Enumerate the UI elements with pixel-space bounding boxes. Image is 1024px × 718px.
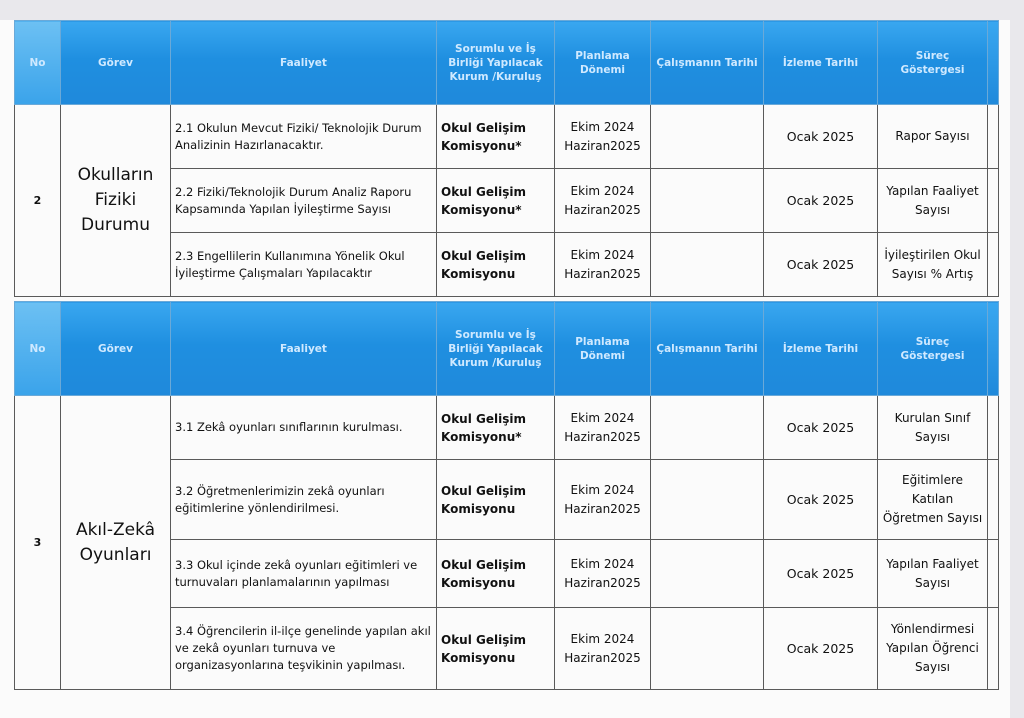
faaliyet-cell: 2.1 Okulun Mevcut Fiziki/ Teknolojik Durum Analizinin Hazırlanacaktır. bbox=[171, 105, 437, 169]
edge-cell bbox=[988, 105, 999, 169]
edge-cell bbox=[988, 460, 999, 540]
header-calisma: Çalışmanın Tarihi bbox=[651, 302, 764, 396]
surec-cell: Yapılan Faaliyet Sayısı bbox=[878, 540, 988, 608]
header-sorumlu: Sorumlu ve İş Birliği Yapılacak Kurum /Kuruluş bbox=[437, 21, 555, 105]
edge-cell bbox=[988, 540, 999, 608]
faaliyet-cell: 3.1 Zekâ oyunları sınıflarının kurulması. bbox=[171, 396, 437, 460]
faaliyet-cell: 3.4 Öğrencilerin il-ilçe genelinde yapılan akıl ve zekâ oyunları turnuva ve organizasyonlarına teşvikinin yapılması. bbox=[171, 608, 437, 690]
header-faaliyet: Faaliyet bbox=[171, 302, 437, 396]
izleme-cell: Ocak 2025 bbox=[764, 608, 878, 690]
table-header-row bbox=[15, 21, 999, 105]
planlama-cell bbox=[555, 105, 651, 169]
calisma-cell bbox=[651, 169, 764, 233]
plan-end: Haziran2025 bbox=[564, 501, 641, 516]
header-gorev: Görev bbox=[61, 21, 171, 105]
kurum-cell: Okul Gelişim Komisyonu bbox=[437, 540, 555, 608]
plan-start: Ekim 2024 bbox=[570, 482, 635, 497]
edge-cell bbox=[988, 608, 999, 690]
calisma-cell bbox=[651, 608, 764, 690]
header-no: No bbox=[15, 302, 61, 396]
izleme-cell: Ocak 2025 bbox=[764, 105, 878, 169]
kurum-cell: Okul Gelişim Komisyonu* bbox=[437, 105, 555, 169]
plan-start: Ekim 2024 bbox=[570, 183, 635, 198]
table-header-row bbox=[15, 302, 999, 396]
planlama-cell bbox=[555, 233, 651, 297]
plan-end: Haziran2025 bbox=[564, 138, 641, 153]
header-edge bbox=[988, 21, 999, 105]
faaliyet-cell: 2.3 Engellilerin Kullanımına Yönelik Okul İyileştirme Çalışmaları Yapılacaktır bbox=[171, 233, 437, 297]
surec-cell: Eğitimlere Katılan Öğretmen Sayısı bbox=[878, 460, 988, 540]
izleme-cell: Ocak 2025 bbox=[764, 169, 878, 233]
header-faaliyet: Faaliyet bbox=[171, 21, 437, 105]
surec-cell: Yapılan Faaliyet Sayısı bbox=[878, 169, 988, 233]
header-calisma: Çalışmanın Tarihi bbox=[651, 21, 764, 105]
izleme-cell: Ocak 2025 bbox=[764, 396, 878, 460]
header-izleme: İzleme Tarihi bbox=[764, 21, 878, 105]
kurum-cell: Okul Gelişim Komisyonu bbox=[437, 608, 555, 690]
table-row bbox=[15, 105, 999, 169]
izleme-cell: Ocak 2025 bbox=[764, 460, 878, 540]
kurum-cell: Okul Gelişim Komisyonu bbox=[437, 460, 555, 540]
header-izleme: İzleme Tarihi bbox=[764, 302, 878, 396]
calisma-cell bbox=[651, 105, 764, 169]
planlama-cell bbox=[555, 460, 651, 540]
planlama-cell bbox=[555, 396, 651, 460]
plan-table-section-2 bbox=[14, 20, 999, 297]
faaliyet-cell: 3.3 Okul içinde zekâ oyunları eğitimleri ve turnuvaları planlamalarının yapılması bbox=[171, 540, 437, 608]
plan-start: Ekim 2024 bbox=[570, 556, 635, 571]
header-planlama: Planlama Dönemi bbox=[555, 302, 651, 396]
edge-cell bbox=[988, 396, 999, 460]
faaliyet-cell: 2.2 Fiziki/Teknolojik Durum Analiz Raporu Kapsamında Yapılan İyileştirme Sayısı bbox=[171, 169, 437, 233]
planlama-cell bbox=[555, 608, 651, 690]
plan-start: Ekim 2024 bbox=[570, 631, 635, 646]
plan-end: Haziran2025 bbox=[564, 266, 641, 281]
surec-cell: Rapor Sayısı bbox=[878, 105, 988, 169]
plan-end: Haziran2025 bbox=[564, 202, 641, 217]
surec-cell: Kurulan Sınıf Sayısı bbox=[878, 396, 988, 460]
edge-cell bbox=[988, 169, 999, 233]
kurum-cell: Okul Gelişim Komisyonu bbox=[437, 233, 555, 297]
kurum-cell: Okul Gelişim Komisyonu* bbox=[437, 396, 555, 460]
section-number: 2 bbox=[15, 105, 61, 297]
planlama-cell bbox=[555, 540, 651, 608]
calisma-cell bbox=[651, 460, 764, 540]
faaliyet-cell: 3.2 Öğretmenlerimizin zekâ oyunları eğitimlerine yönlendirilmesi. bbox=[171, 460, 437, 540]
calisma-cell bbox=[651, 233, 764, 297]
plan-start: Ekim 2024 bbox=[570, 119, 635, 134]
header-planlama: Planlama Dönemi bbox=[555, 21, 651, 105]
header-sorumlu: Sorumlu ve İş Birliği Yapılacak Kurum /Kuruluş bbox=[437, 302, 555, 396]
section-number: 3 bbox=[15, 396, 61, 690]
header-no: No bbox=[15, 21, 61, 105]
plan-end: Haziran2025 bbox=[564, 429, 641, 444]
header-surec: Süreç Göstergesi bbox=[878, 21, 988, 105]
plan-start: Ekim 2024 bbox=[570, 247, 635, 262]
surec-cell: Yönlendirmesi Yapılan Öğrenci Sayısı bbox=[878, 608, 988, 690]
edge-cell bbox=[988, 233, 999, 297]
calisma-cell bbox=[651, 540, 764, 608]
izleme-cell: Ocak 2025 bbox=[764, 233, 878, 297]
header-gorev: Görev bbox=[61, 302, 171, 396]
kurum-cell: Okul Gelişim Komisyonu* bbox=[437, 169, 555, 233]
section-gorev: Akıl-Zekâ Oyunları bbox=[61, 396, 171, 690]
calisma-cell bbox=[651, 396, 764, 460]
plan-table-section-3 bbox=[14, 301, 999, 690]
plan-start: Ekim 2024 bbox=[570, 410, 635, 425]
header-edge bbox=[988, 302, 999, 396]
table-row bbox=[15, 396, 999, 460]
section-gorev: Okulların Fiziki Durumu bbox=[61, 105, 171, 297]
header-surec: Süreç Göstergesi bbox=[878, 302, 988, 396]
plan-end: Haziran2025 bbox=[564, 575, 641, 590]
plan-end: Haziran2025 bbox=[564, 650, 641, 665]
surec-cell: İyileştirilen Okul Sayısı % Artış bbox=[878, 233, 988, 297]
planlama-cell bbox=[555, 169, 651, 233]
izleme-cell: Ocak 2025 bbox=[764, 540, 878, 608]
